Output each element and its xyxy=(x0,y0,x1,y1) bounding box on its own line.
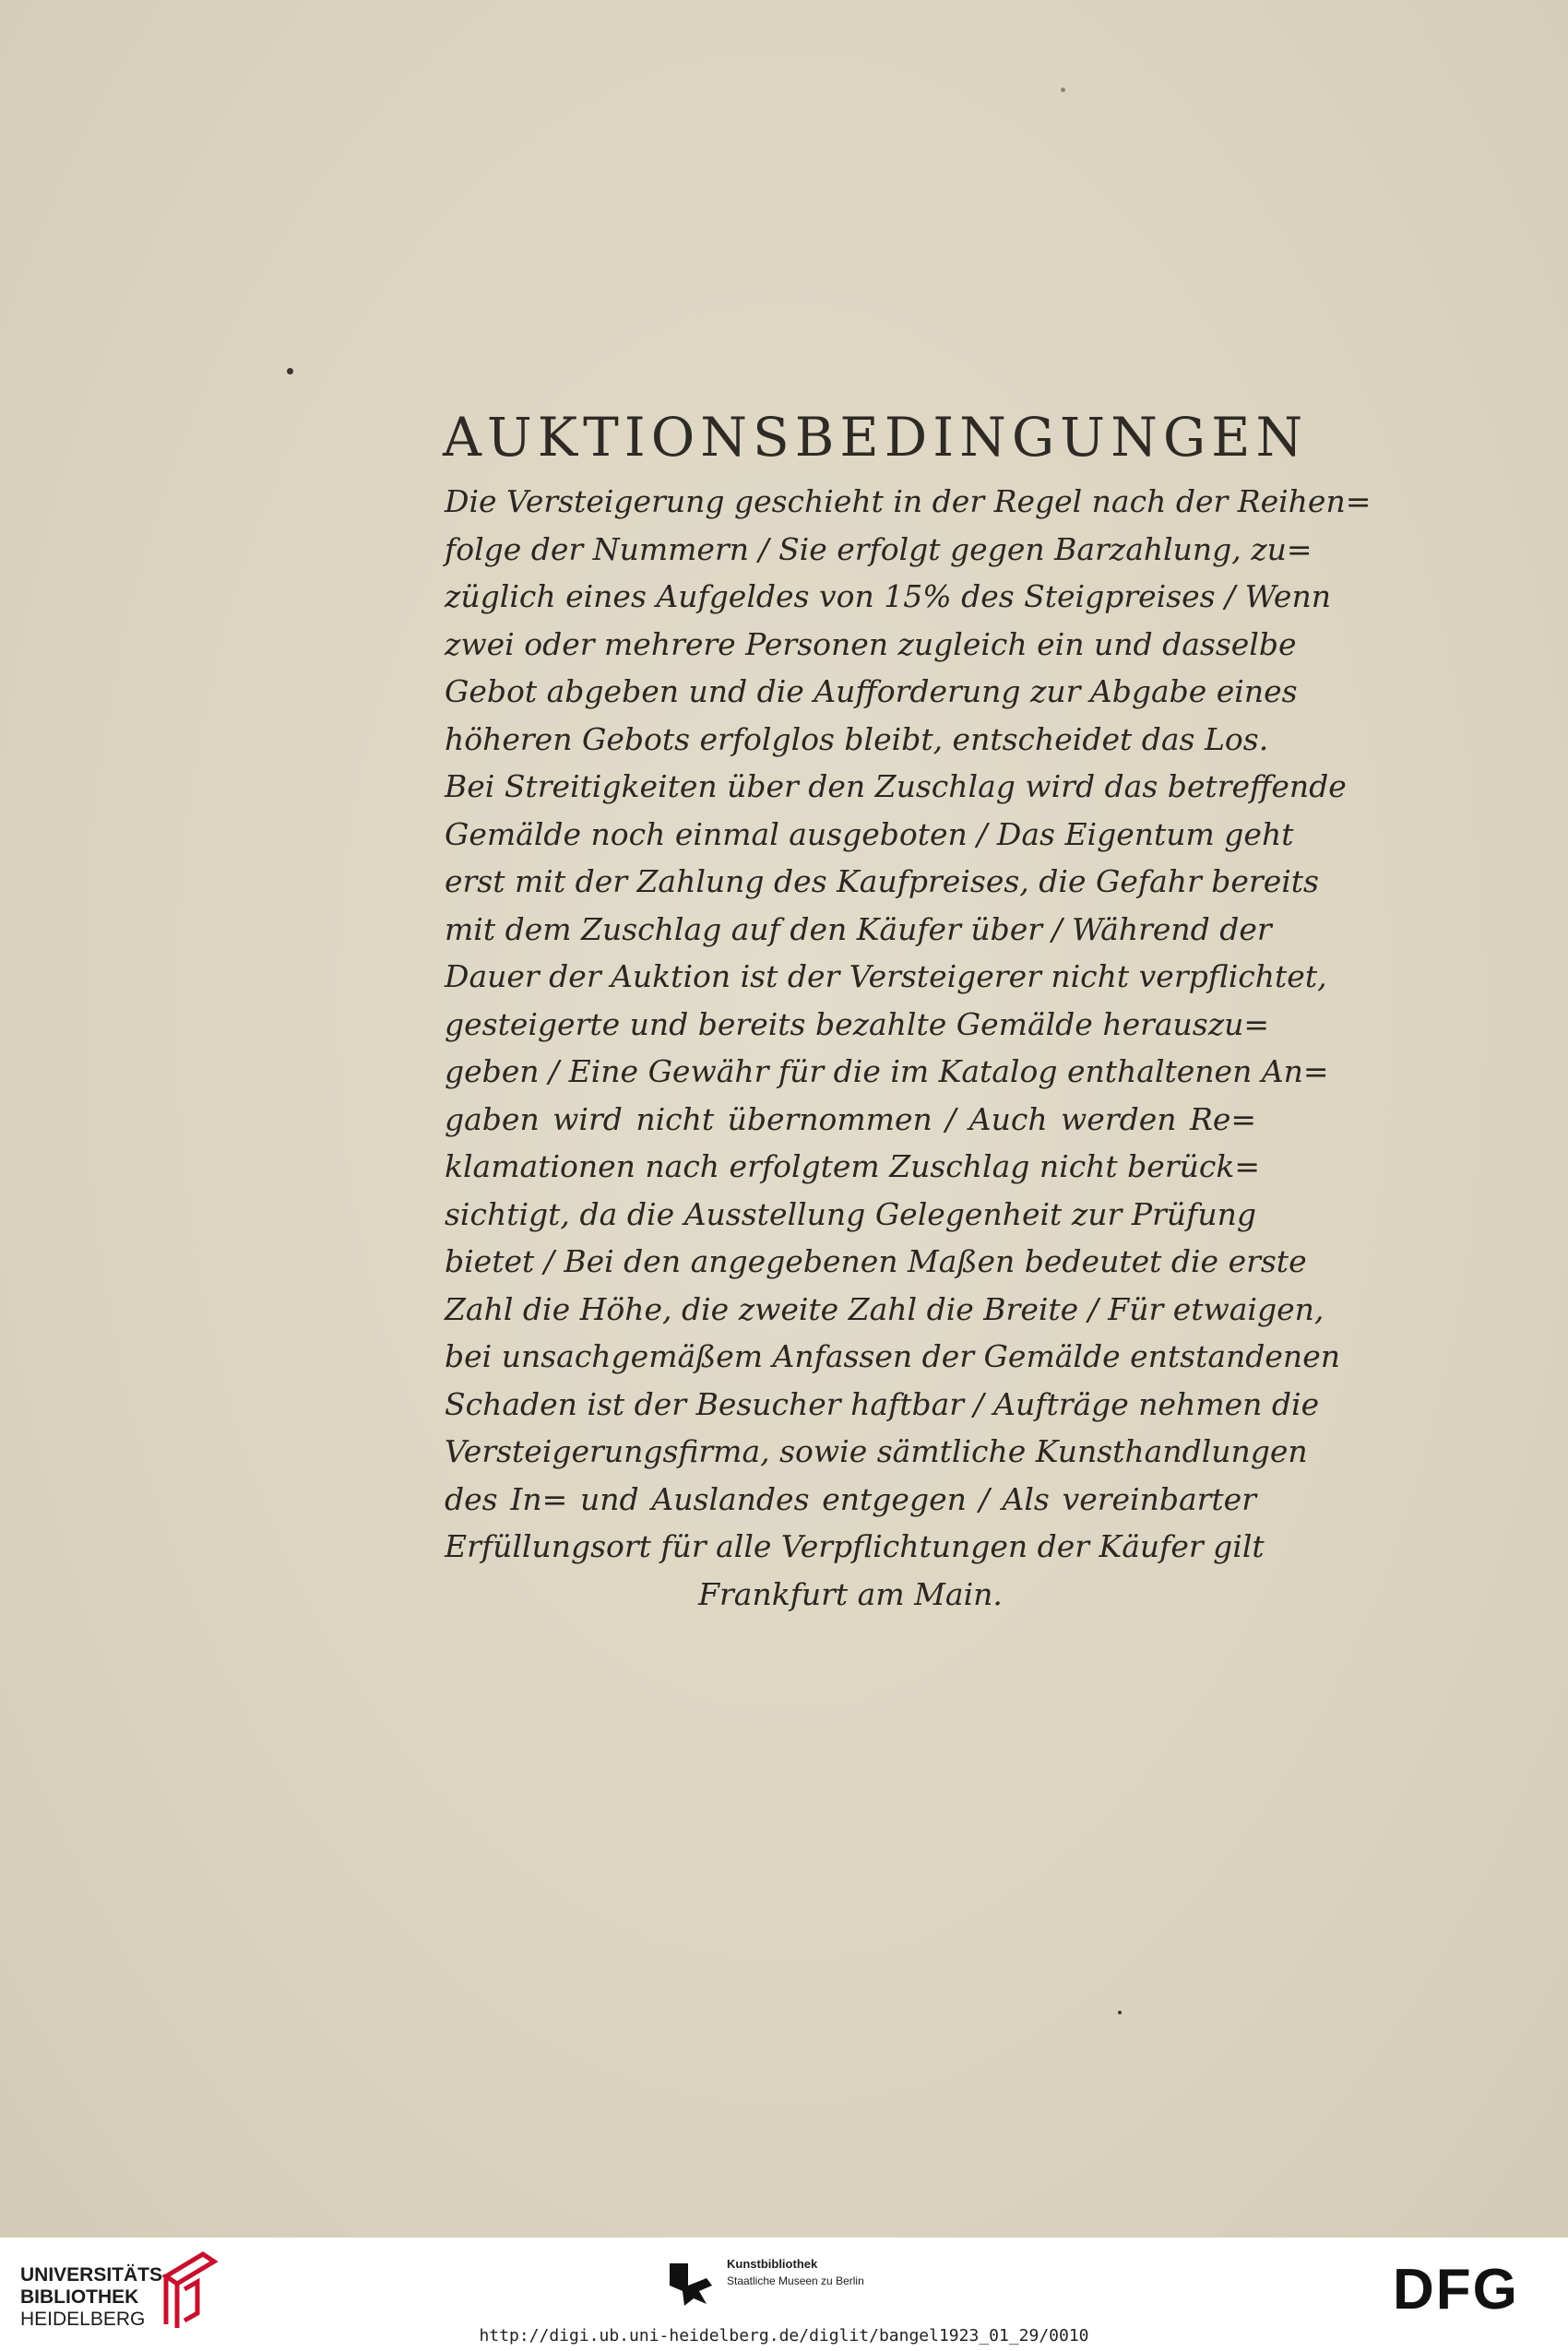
text-line: des In= und Auslandes entgegen / Als vereinbarter xyxy=(445,1480,1256,1517)
text-line: Dauer der Auktion ist der Versteigerer nicht verpflichtet, xyxy=(445,958,1327,994)
dfg-logo[interactable]: DFG xyxy=(1393,2258,1519,2321)
conditions-text xyxy=(445,478,1372,1618)
text-line: erst mit der Zahlung des Kaufpreises, die Gefahr bereits xyxy=(445,863,1319,899)
text-line: Zahl die Höhe, die zweite Zahl die Breite / Für etwaigen, xyxy=(445,1290,1324,1327)
text-line: gesteigerte und bereits bezahlte Gemälde herauszu= xyxy=(445,1005,1270,1042)
text-line: zwei oder mehrere Personen zugleich ein und dasselbe xyxy=(445,625,1297,662)
text-line: geben / Eine Gewähr für die im Katalog enthaltenen An= xyxy=(445,1053,1329,1089)
partner-subtitle: Staatliche Museen zu Berlin xyxy=(727,2274,864,2287)
text-line: klamationen nach erfolgtem Zuschlag nicht berück= xyxy=(445,1148,1260,1184)
library-logo-icon[interactable] xyxy=(157,2249,220,2330)
specks-dot xyxy=(287,368,293,374)
text-line: mit dem Zuschlag auf den Käufer über / Während der xyxy=(445,910,1272,947)
text-line: Versteigerungsfirma, sowie sämtliche Kunsthandlungen xyxy=(445,1433,1308,1469)
library-name[interactable] xyxy=(20,2264,169,2331)
permalink-url[interactable]: http://digi.ub.uni-heidelberg.de/diglit/bangel1923_01_29/0010 xyxy=(479,2326,1089,2345)
text-line: Erfüllungsort für alle Verpflichtungen der Käufer gilt xyxy=(445,1528,1265,1564)
library-line: BIBLIOTHEK xyxy=(20,2286,139,2308)
text-line: Bei Streitigkeiten über den Zuschlag wird das betreffende xyxy=(445,768,1347,804)
library-line: HEIDELBERG xyxy=(20,2309,146,2330)
kunstbibliothek-eagle-icon[interactable] xyxy=(666,2258,716,2309)
specks-dot xyxy=(1118,2011,1122,2014)
text-line: Schaden ist der Besucher haftbar / Aufträge nehmen die xyxy=(445,1385,1320,1422)
page-title: AUKTIONSBEDINGUNGEN xyxy=(443,406,1309,469)
text-line: Gemälde noch einmal ausgeboten / Das Eigentum geht xyxy=(445,815,1294,852)
text-line: sichtigt, da die Ausstellung Gelegenheit zur Prüfung xyxy=(445,1195,1256,1232)
text-line: gaben wird nicht übernommen / Auch werden Re= xyxy=(445,1100,1256,1137)
text-line: Die Versteigerung geschieht in der Regel nach der Reihen= xyxy=(445,483,1372,519)
partner-name-block[interactable] xyxy=(727,2256,864,2289)
specks-dot xyxy=(1061,88,1065,92)
text-line: bei unsachgemäßem Anfassen der Gemälde entstandenen xyxy=(445,1338,1340,1374)
text-line: bietet / Bei den angegebenen Maßen bedeutet die erste xyxy=(445,1243,1307,1279)
library-line: UNIVERSITÄTS- xyxy=(20,2264,170,2286)
text-line: höheren Gebots erfolglos bleibt, entscheidet das Los. xyxy=(445,720,1269,757)
partner-name: Kunstbibliothek xyxy=(727,2257,818,2271)
text-line: züglich eines Aufgeldes von 15% des Steigpreises / Wenn xyxy=(445,578,1331,614)
text-line-last: Frankfurt am Main. xyxy=(698,1575,1003,1612)
text-line: Gebot abgeben und die Aufforderung zur Abgabe eines xyxy=(445,673,1298,709)
text-line: folge der Nummern / Sie erfolgt gegen Barzahlung, zu= xyxy=(445,530,1313,567)
